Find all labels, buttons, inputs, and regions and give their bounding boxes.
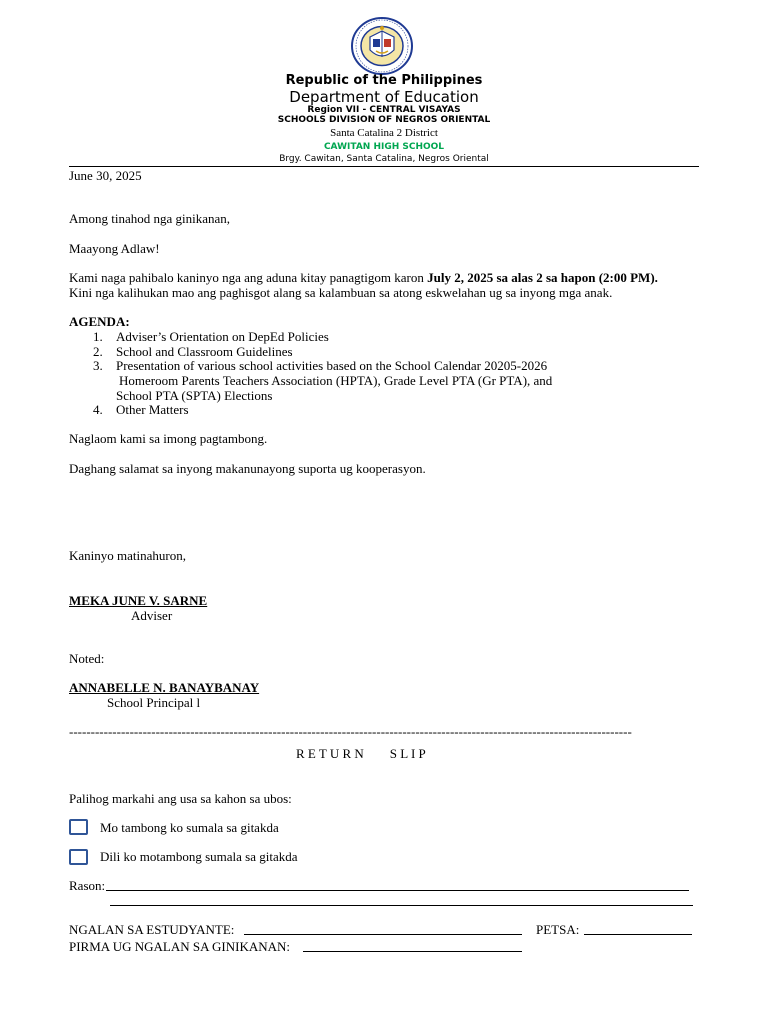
slip-instruction: Palihog markahi ang usa sa kahon sa ubos: xyxy=(69,791,292,806)
attend-checkbox[interactable] xyxy=(69,819,88,835)
not-attend-checkbox[interactable] xyxy=(69,849,88,865)
agenda-item: School and Classroom Guidelines xyxy=(116,344,293,359)
body-text: Kami naga pahibalo kaninyo nga ang aduna kitay panagtigom karon xyxy=(69,270,428,285)
reason-label: Rason: xyxy=(69,878,106,893)
sign-off: Kaninyo matinahuron, xyxy=(69,548,186,563)
parent-signature-line[interactable] xyxy=(303,951,522,952)
agenda-item: Adviser’s Orientation on DepEd Policies xyxy=(116,329,329,344)
greeting: Maayong Adlaw! xyxy=(69,241,160,256)
date-line[interactable] xyxy=(584,934,692,935)
region-text: Region VII - CENTRAL VISAYAS xyxy=(307,105,461,115)
student-name-label: NGALAN SA ESTUDYANTE: xyxy=(69,922,235,937)
school-name: CAWITAN HIGH SCHOOL xyxy=(323,142,445,152)
district-text: Santa Catalina 2 District xyxy=(330,127,438,139)
agenda-item-continuation: School PTA (SPTA) Elections xyxy=(116,388,273,403)
agenda-item: Other Matters xyxy=(116,402,189,417)
salutation: Among tinahod nga ginikanan, xyxy=(69,211,231,226)
agenda-item-num: 3. xyxy=(93,358,103,373)
agenda-item: Presentation of various school activities based on the School Calendar 20205-2026 xyxy=(116,358,548,373)
principal-name: ANNABELLE N. BANAYBANAY xyxy=(69,680,260,695)
agenda-title: AGENDA: xyxy=(69,314,130,329)
department-heading: Department of Education xyxy=(289,88,479,106)
return-slip-title: R E T U R N S L I P xyxy=(296,746,426,761)
agenda-item-num: 2. xyxy=(93,344,103,359)
adviser-title: Adviser xyxy=(131,608,173,623)
body-paragraph-1 xyxy=(69,270,658,285)
student-name-line[interactable] xyxy=(244,934,522,935)
letter-date: June 30, 2025 xyxy=(69,168,142,183)
attend-option-label: Mo tambong ko sumala sa gitakda xyxy=(100,820,279,835)
adviser-name: MEKA JUNE V. SARNE xyxy=(69,593,208,608)
not-attend-option-label: Dili ko motambong sumala sa gitakda xyxy=(100,849,298,864)
date-label: PETSA: xyxy=(536,922,580,937)
meeting-date: July 2, 2025 sa alas 2 sa hapon (2:00 PM). xyxy=(427,270,658,285)
reason-line-1[interactable] xyxy=(106,890,689,891)
school-address: Brgy. Cawitan, Santa Catalina, Negros Oriental xyxy=(279,154,489,164)
parent-signature-label: PIRMA UG NGALAN SA GINIKANAN: xyxy=(69,939,291,954)
header-divider xyxy=(69,166,699,167)
closing-line-2: Daghang salamat sa inyong makanunayong suporta ug kooperasyon. xyxy=(69,461,426,476)
republic-heading: Republic of the Philippines xyxy=(285,73,483,88)
closing-line-1: Naglaom kami sa imong pagtambong. xyxy=(69,431,268,446)
principal-title: School Principal l xyxy=(107,695,201,710)
division-text: SCHOOLS DIVISION OF NEGROS ORIENTAL xyxy=(277,115,491,125)
cut-line: ---------------------------------------------------------------------------------------------------------------------------------- xyxy=(69,724,632,739)
noted-label: Noted: xyxy=(69,651,105,666)
agenda-item-num: 1. xyxy=(93,329,103,344)
body-paragraph-2: Kini nga kalihukan mao ang paghisgot alang sa kalambuan sa atong eskwelahan ug sa inyong mga anak. xyxy=(69,285,613,300)
reason-line-2[interactable] xyxy=(110,905,693,906)
agenda-item-continuation: Homeroom Parents Teachers Association (HPTA), Grade Level PTA (Gr PTA), and xyxy=(119,373,553,388)
deped-seal xyxy=(351,17,413,75)
agenda-item-num: 4. xyxy=(93,402,103,417)
